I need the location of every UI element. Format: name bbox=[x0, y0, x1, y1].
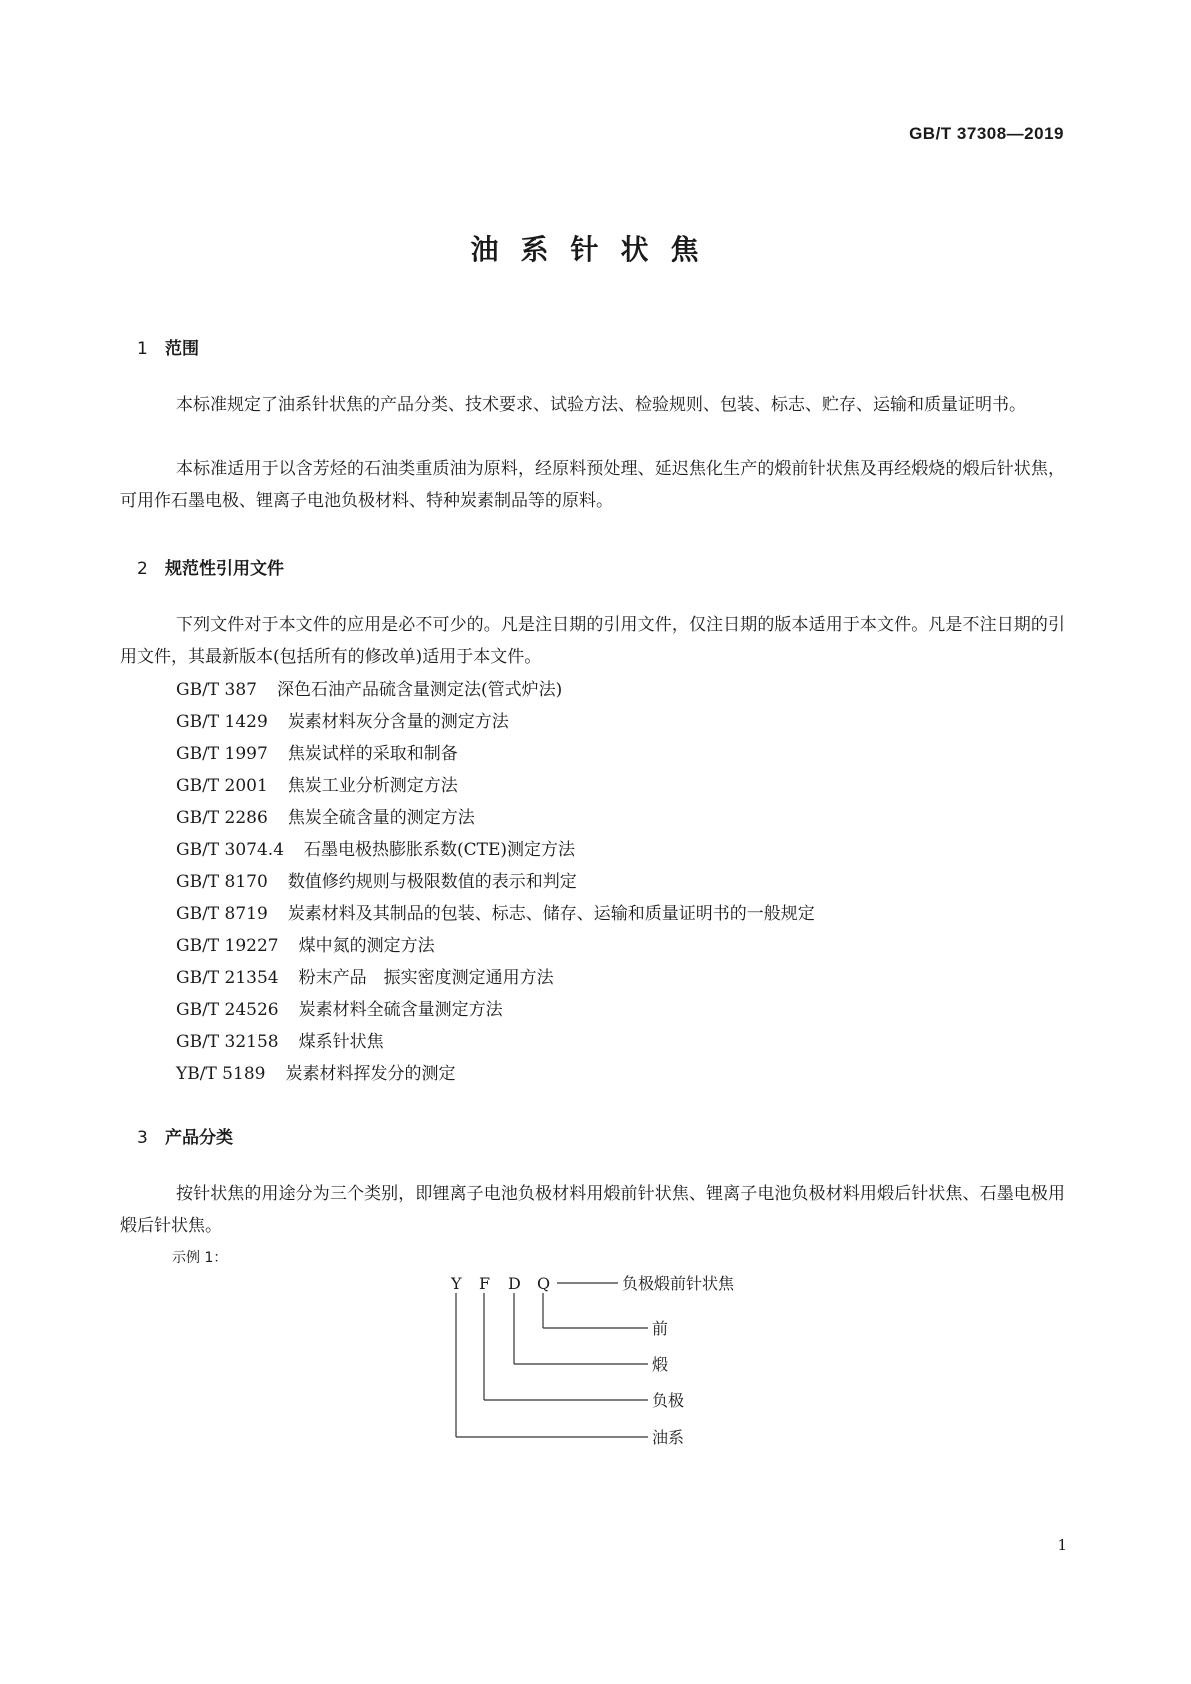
section-2-number: 2 bbox=[137, 559, 148, 579]
reference-title: 炭素材料灰分含量的测定方法 bbox=[287, 712, 509, 732]
diagram-label-d: 煅 bbox=[652, 1355, 669, 1374]
reference-title: 石墨电极热膨胀系数(CTE)测定方法 bbox=[304, 840, 576, 860]
reference-code: GB/T 3074.4 bbox=[176, 840, 285, 860]
section-1-paragraph-1: 本标准规定了油系针状焦的产品分类、技术要求、试验方法、检验规则、包装、标志、贮存、运输和质量证明书。 bbox=[176, 395, 1026, 415]
diagram-label-y: 油系 bbox=[652, 1428, 685, 1447]
reference-title: 深色石油产品硫含量测定法(管式炉法) bbox=[277, 680, 563, 700]
reference-code: GB/T 32158 bbox=[176, 1032, 279, 1052]
section-3-paragraph-1: 按针状焦的用途分为三个类别，即锂离子电池负极材料用煅前针状焦、锂离子电池负极材料用煅后针状焦、石墨电极用煅后针状焦。 bbox=[120, 1184, 1065, 1236]
reference-code: GB/T 2286 bbox=[176, 808, 268, 828]
reference-title: 煤中氮的测定方法 bbox=[298, 936, 435, 956]
reference-code: YB/T 5189 bbox=[176, 1064, 266, 1084]
diagram-letter-q: Q bbox=[537, 1274, 551, 1293]
diagram-letter-d: D bbox=[508, 1274, 521, 1293]
reference-title: 焦炭工业分析测定方法 bbox=[287, 776, 458, 796]
section-2-paragraph-1: 下列文件对于本文件的应用是必不可少的。凡是注日期的引用文件，仅注日期的版本适用于本文件。凡是不注日期的引用文件，其最新版本(包括所有的修改单)适用于本文件。 bbox=[120, 615, 1065, 667]
standard-number: GB/T 37308—2019 bbox=[909, 124, 1064, 143]
document-title: 油系针状焦 bbox=[470, 233, 721, 266]
section-1-number: 1 bbox=[137, 339, 148, 359]
section-1-paragraph-2: 本标准适用于以含芳烃的石油类重质油为原料，经原料预处理、延迟焦化生产的煅前针状焦及再经煅烧的煅后针状焦，可用作石墨电极、锂离子电池负极材料、特种炭素制品等的原料。 bbox=[120, 459, 1065, 511]
section-3-title: 产品分类 bbox=[165, 1128, 233, 1148]
section-3-number: 3 bbox=[137, 1128, 148, 1148]
section-1-title: 范围 bbox=[165, 339, 199, 359]
reference-code: GB/T 1997 bbox=[176, 744, 268, 764]
diagram-letter-y: Y bbox=[451, 1274, 462, 1293]
section-2-title: 规范性引用文件 bbox=[165, 559, 284, 579]
reference-code: GB/T 1429 bbox=[176, 712, 268, 732]
reference-title: 炭素材料及其制品的包装、标志、储存、运输和质量证明书的一般规定 bbox=[287, 904, 815, 924]
reference-code: GB/T 8719 bbox=[176, 904, 268, 924]
reference-code: GB/T 24526 bbox=[176, 1000, 279, 1020]
example-label: 示例 1： bbox=[172, 1250, 228, 1266]
reference-code: GB/T 8170 bbox=[176, 872, 268, 892]
reference-code: GB/T 2001 bbox=[176, 776, 268, 796]
diagram-label-q: 前 bbox=[652, 1319, 669, 1338]
reference-title: 数值修约规则与极限数值的表示和判定 bbox=[287, 872, 577, 892]
reference-title: 焦炭试样的采取和制备 bbox=[287, 744, 458, 764]
reference-title: 炭素材料全硫含量测定方法 bbox=[298, 1000, 503, 1020]
reference-code: GB/T 19227 bbox=[176, 936, 279, 956]
page-number: 1 bbox=[1057, 1536, 1067, 1554]
reference-title: 焦炭全硫含量的测定方法 bbox=[287, 808, 475, 828]
reference-code: GB/T 387 bbox=[176, 680, 257, 700]
reference-title: 煤系针状焦 bbox=[298, 1032, 384, 1052]
reference-title: 粉末产品 振实密度测定通用方法 bbox=[298, 968, 554, 988]
diagram-label-f: 负极 bbox=[652, 1391, 685, 1410]
reference-code: GB/T 21354 bbox=[176, 968, 279, 988]
diagram-label-top: 负极煅前针状焦 bbox=[622, 1274, 735, 1293]
reference-title: 炭素材料挥发分的测定 bbox=[285, 1064, 456, 1084]
diagram-letter-f: F bbox=[479, 1274, 491, 1293]
